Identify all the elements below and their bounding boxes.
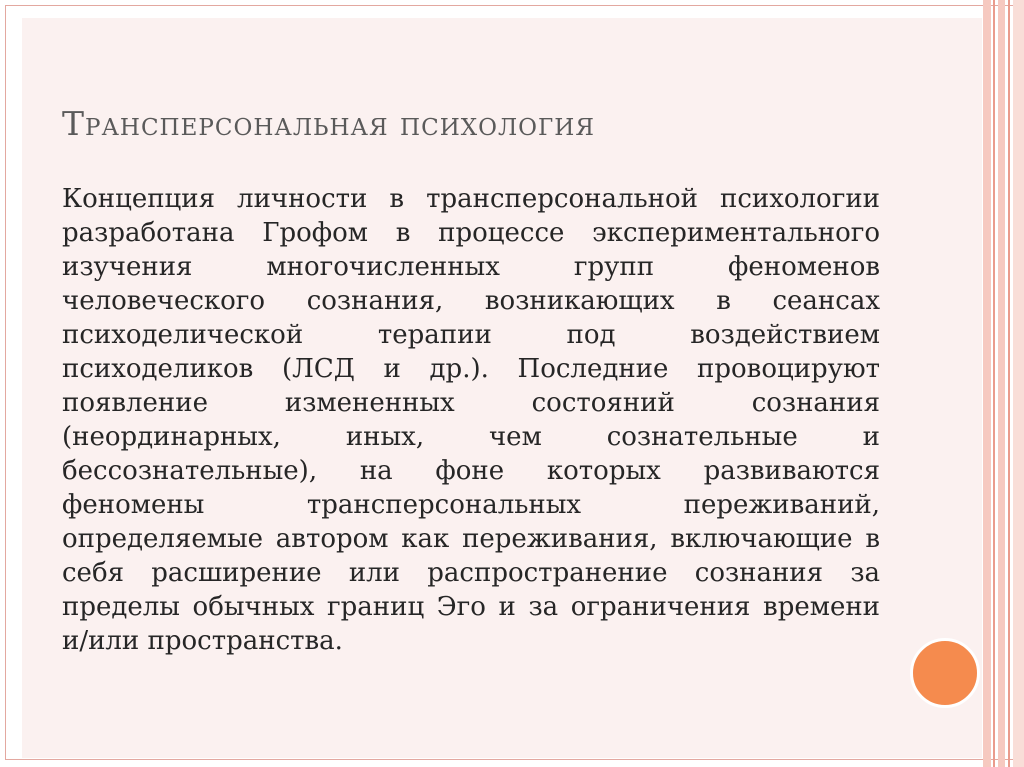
decorative-stripe: [998, 0, 1005, 767]
accent-circle-icon: [910, 638, 980, 708]
decorative-stripe: [1008, 0, 1010, 767]
slide-body-text: Концепция личности в трансперсональной психологии разработана Грофом в процессе экспериментального изучения многочисленных групп феноменов человеческого сознания, возникающих в сеансах психоделической терапии под воздействием психоделиков (ЛСД и др.). Последние провоцируют появление измененных состояний сознания (неординарных, иных, чем сознательные и бессознательные), на фоне которых развиваются феномены трансперсональных переживаний, определяемые автором как переживания, включающие в себя расширение или распространение сознания за пределы обычных границ Эго и за ограничения времени и/или пространства.: [62, 184, 880, 656]
decorative-stripe: [993, 0, 995, 767]
slide-title: Трансперсональная психология: [62, 104, 595, 143]
decorative-stripe: [983, 0, 991, 767]
decorative-stripe: [1013, 0, 1024, 767]
